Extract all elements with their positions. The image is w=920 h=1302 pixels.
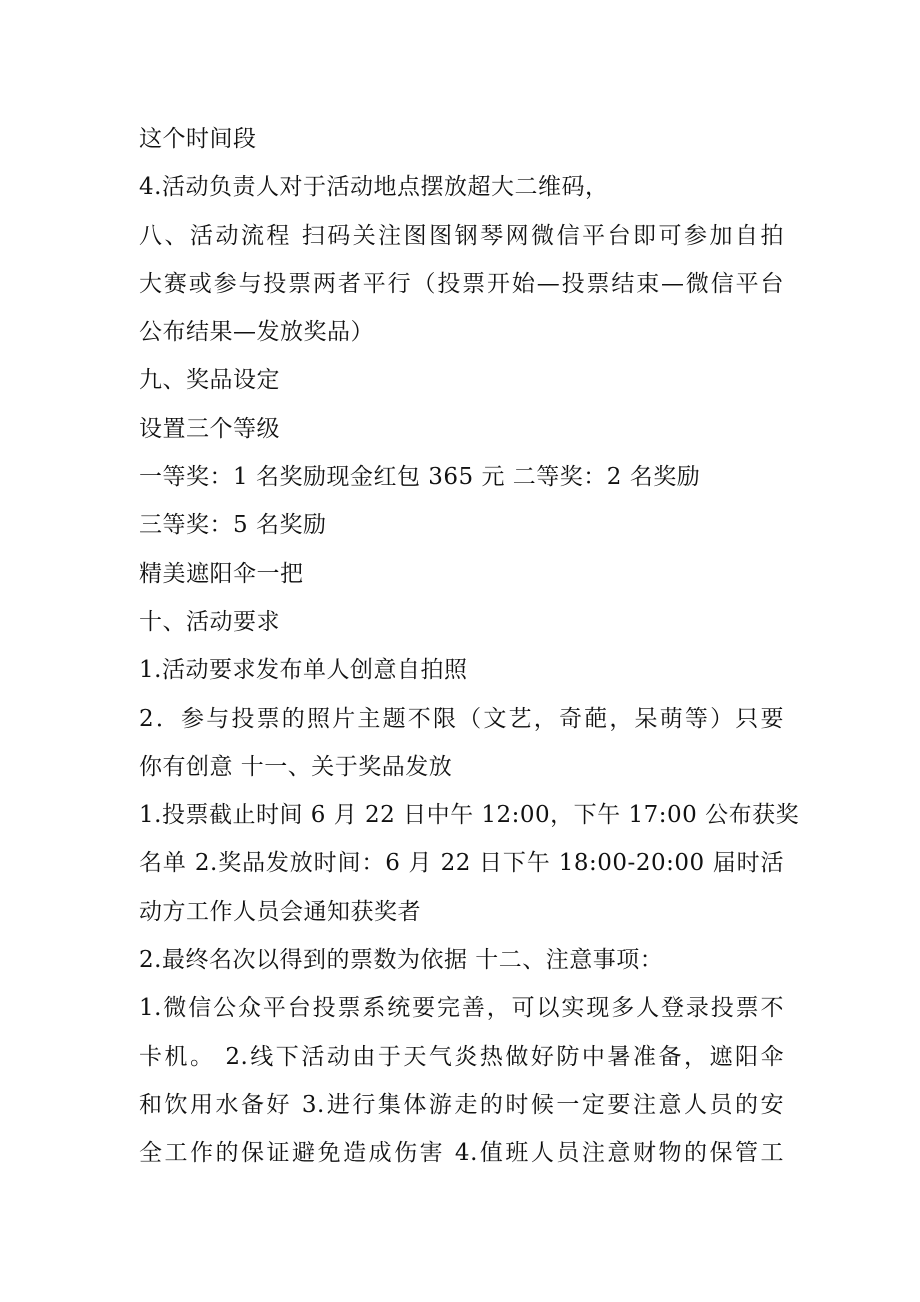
text-line: 卡机。 2.线下活动由于天气炎热做好防中暑准备，遮阳伞 — [139, 1043, 784, 1070]
text-line: 1.投票截止时间 6 月 22 日中午 12:00，下午 17:00 公布获奖 — [139, 802, 800, 829]
document-body — [139, 115, 800, 1178]
text-line: 全工作的保证避免造成伤害 4.值班人员注意财物的保管工 — [139, 1140, 784, 1167]
text-line: 设置三个等级 — [139, 415, 280, 442]
text-line: 这个时间段 — [139, 126, 257, 152]
text-line: 4.活动负责人对于活动地点摆放超大二维码， — [139, 174, 609, 201]
text-line: 2．参与投票的照片主题不限（文艺，奇葩，呆萌等）只要 — [139, 705, 784, 732]
text-line: 1.活动要求发布单人创意自拍照 — [139, 657, 468, 684]
text-line: 2.最终名次以得到的票数为依据 十二、注意事项： — [139, 947, 664, 974]
text-line: 公布结果—发放奖品） — [139, 319, 374, 346]
text-line: 一等奖：1 名奖励现金红包 365 元 二等奖：2 名奖励 — [139, 464, 701, 491]
text-line: 名单 2.奖品发放时间：6 月 22 日下午 18:00-20:00 届时活 — [139, 850, 784, 877]
text-line: 大赛或参与投票两者平行（投票开始—投票结束—微信平台 — [139, 270, 784, 297]
text-line: 和饮用水备好 3.进行集体游走的时候一定要注意人员的安 — [139, 1091, 784, 1118]
text-line: 三等奖：5 名奖励 — [139, 512, 327, 539]
section-heading: 十、活动要求 — [139, 608, 280, 635]
text-line: 八、活动流程 扫码关注图图钢琴网微信平台即可参加自拍 — [139, 222, 784, 249]
text-line: 1.微信公众平台投票系统要完善，可以实现多人登录投票不 — [139, 995, 784, 1022]
text-line: 精美遮阳伞一把 — [139, 560, 304, 587]
text-line: 动方工作人员会通知获奖者 — [139, 898, 421, 925]
section-heading: 九、奖品设定 — [139, 367, 280, 394]
text-line: 你有创意 十一、关于奖品发放 — [139, 753, 453, 780]
